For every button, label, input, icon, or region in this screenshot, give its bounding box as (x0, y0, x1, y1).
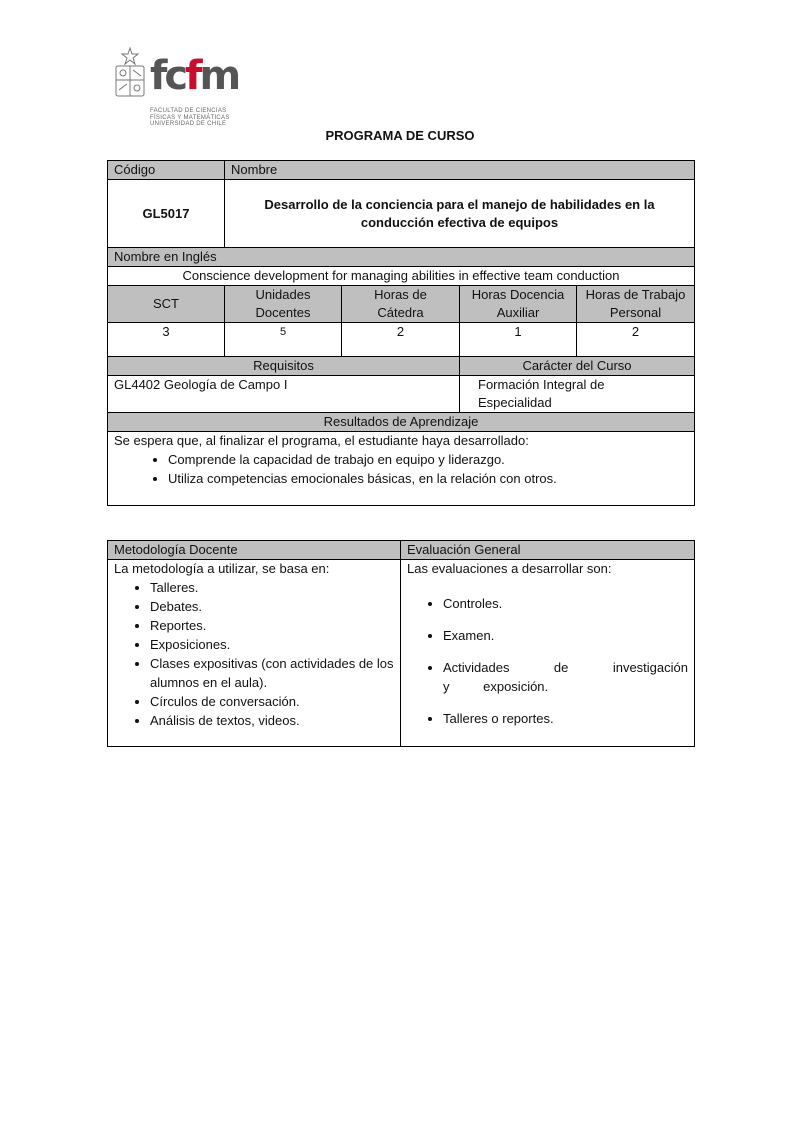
value-horas-trabajo-personal: 2 (577, 323, 695, 357)
list-item: • Talleres. (150, 578, 394, 597)
requisitos-label: Requisitos (108, 357, 460, 376)
header-sct: SCT (108, 286, 225, 323)
list-item: • Utiliza competencias emocionales básicas, en la relación con otros. (168, 469, 688, 488)
value-unidades-docentes: 5 (225, 323, 342, 357)
faculty-logo (112, 46, 242, 130)
value-horas-catedra: 2 (342, 323, 460, 357)
list-item: • Talleres o reportes. (443, 709, 688, 728)
course-name-english: Conscience development for managing abilities in effective team conduction (108, 267, 695, 286)
nombre-ingles-label: Nombre en Inglés (108, 248, 695, 267)
evaluacion-content (401, 560, 695, 747)
list-item: • Examen. (443, 626, 688, 645)
header-unidades-docentes: Unidades Docentes (225, 286, 342, 323)
metodologia-content (108, 560, 401, 747)
header-horas-docencia-auxiliar: Horas Docencia Auxiliar (460, 286, 577, 323)
requisitos-value: GL4402 Geología de Campo I (108, 376, 460, 413)
nombre-label: Nombre (225, 161, 695, 180)
metodologia-label: Metodología Docente (108, 541, 401, 560)
metodologia-list (114, 578, 394, 730)
evaluacion-label: Evaluación General (401, 541, 695, 560)
university-seal-icon (112, 46, 148, 98)
resultados-label: Resultados de Aprendizaje (108, 413, 695, 432)
course-code: GL5017 (108, 180, 225, 248)
value-sct: 3 (108, 323, 225, 357)
methodology-evaluation-table (107, 540, 695, 747)
evaluacion-intro: Las evaluaciones a desarrollar son: (407, 561, 612, 576)
list-item: • Exposiciones. (150, 635, 394, 654)
resultados-content (108, 432, 695, 506)
resultados-list (114, 450, 688, 488)
evaluacion-list (407, 594, 688, 728)
list-item: • Círculos de conversación. (150, 692, 394, 711)
value-horas-docencia-auxiliar: 1 (460, 323, 577, 357)
list-item: • Controles. (443, 594, 688, 613)
document-title: PROGRAMA DE CURSO (325, 128, 475, 143)
course-info-table (107, 160, 695, 506)
caracter-label: Carácter del Curso (460, 357, 695, 376)
logo-subtitle: FACULTAD DE CIENCIAS FÍSICAS Y MATEMÁTICAS UNIVERSIDAD DE CHILE (150, 108, 230, 127)
course-name: Desarrollo de la conciencia para el manejo de habilidades en la conducción efectiva de equipos (225, 180, 695, 248)
list-item: • Análisis de textos, videos. (150, 711, 394, 730)
metodologia-intro: La metodología a utilizar, se basa en: (114, 561, 330, 576)
caracter-value: Formación Integral de Especialidad (460, 376, 695, 413)
logo-wordmark: fcfm (150, 53, 239, 99)
list-item: • Reportes. (150, 616, 394, 635)
list-item: • Clases expositivas (con actividades de los alumnos en el aula). (150, 654, 394, 692)
list-item: • Comprende la capacidad de trabajo en equipo y liderazgo. (168, 450, 688, 469)
header-horas-catedra: Horas de Cátedra (342, 286, 460, 323)
header-horas-trabajo-personal: Horas de Trabajo Personal (577, 286, 695, 323)
list-item: • Actividades de investigación y exposición. (443, 658, 688, 696)
list-item: • Debates. (150, 597, 394, 616)
codigo-label: Código (108, 161, 225, 180)
resultados-intro: Se espera que, al finalizar el programa, el estudiante haya desarrollado: (114, 433, 529, 448)
